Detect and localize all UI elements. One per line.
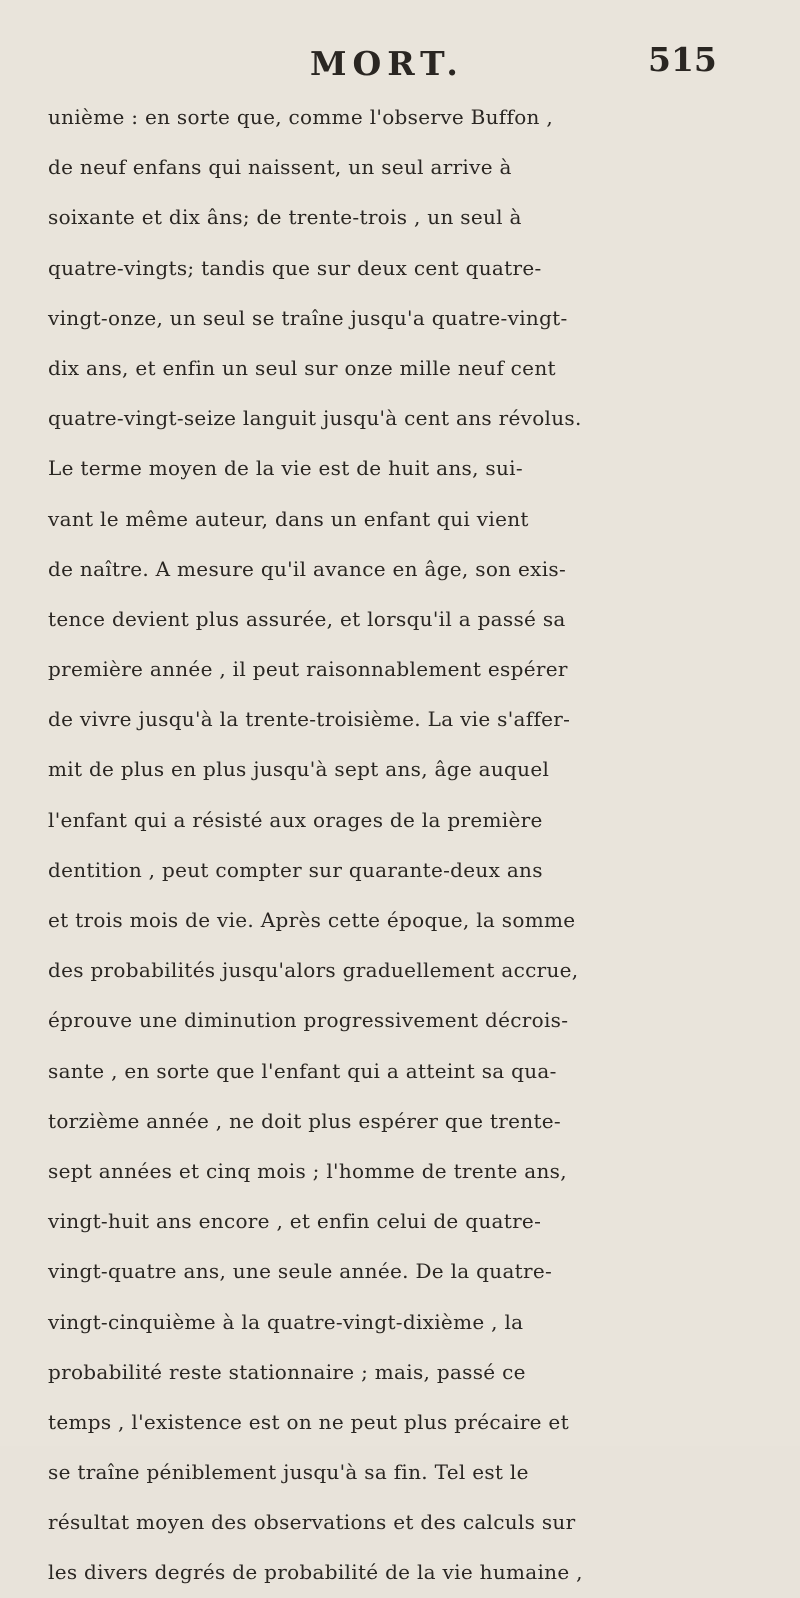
text-line: unième : en sorte que, comme l'observe Buffon , bbox=[48, 105, 554, 129]
text-line: quatre-vingt-seize languit jusqu'à cent ans révolus. bbox=[48, 406, 582, 431]
text-line: résultat moyen des observations et des calculs sur bbox=[48, 1510, 576, 1535]
text-line: probabilité reste stationnaire ; mais, passé ce bbox=[48, 1359, 526, 1384]
text-line: quatre-vingts; tandis que sur deux cent quatre- bbox=[48, 255, 542, 280]
body-text bbox=[48, 92, 788, 1598]
text-line: vant le même auteur, dans un enfant qui vient bbox=[48, 506, 529, 531]
text-line: de vivre jusqu'à la trente-troisième. La vie s'affer- bbox=[48, 707, 571, 732]
running-title: MORT. bbox=[310, 44, 464, 83]
text-line: les divers degrés de probabilité de la vie humaine , bbox=[48, 1560, 583, 1585]
text-line: de naître. A mesure qu'il avance en âge, son exis- bbox=[48, 556, 567, 581]
text-line: vingt-onze, un seul se traîne jusqu'a quatre-vingt- bbox=[48, 305, 568, 330]
text-line: mit de plus en plus jusqu'à sept ans, âge auquel bbox=[48, 757, 550, 782]
text-line: torzième année , ne doit plus espérer que trente- bbox=[48, 1108, 561, 1133]
text-line: première année , il peut raisonnablement espérer bbox=[48, 657, 568, 682]
text-line: dix ans, et enfin un seul sur onze mille neuf cent bbox=[48, 355, 556, 380]
text-line: dentition , peut compter sur quarante-deux ans bbox=[48, 857, 543, 882]
text-line: des probabilités jusqu'alors graduellement accrue, bbox=[48, 958, 579, 983]
text-line: de neuf enfans qui naissent, un seul arrive à bbox=[48, 155, 512, 180]
page-header bbox=[0, 36, 800, 96]
text-line: soixante et dix âns; de trente-trois , un seul à bbox=[48, 205, 522, 230]
text-line: vingt-quatre ans, une seule année. De la quatre- bbox=[48, 1259, 553, 1284]
text-line: temps , l'existence est on ne peut plus précaire et bbox=[48, 1409, 569, 1434]
text-line: sante , en sorte que l'enfant qui a atteint sa qua- bbox=[48, 1058, 557, 1083]
text-line: l'enfant qui a résisté aux orages de la première bbox=[48, 807, 543, 832]
text-line: éprouve une diminution progressivement décrois- bbox=[48, 1008, 569, 1033]
text-line: tence devient plus assurée, et lorsqu'il a passé sa bbox=[48, 606, 566, 631]
text-line: vingt-huit ans encore , et enfin celui de quatre- bbox=[48, 1209, 542, 1234]
text-line: vingt-cinquième à la quatre-vingt-dixième , la bbox=[48, 1309, 524, 1334]
text-line: Le terme moyen de la vie est de huit ans, sui- bbox=[48, 456, 523, 481]
text-line: sept années et cinq mois ; l'homme de trente ans, bbox=[48, 1158, 567, 1183]
text-line: et trois mois de vie. Après cette époque, la somme bbox=[48, 908, 576, 932]
text-line: se traîne péniblement jusqu'à sa fin. Tel est le bbox=[48, 1460, 529, 1485]
page-number: 515 bbox=[648, 40, 717, 79]
